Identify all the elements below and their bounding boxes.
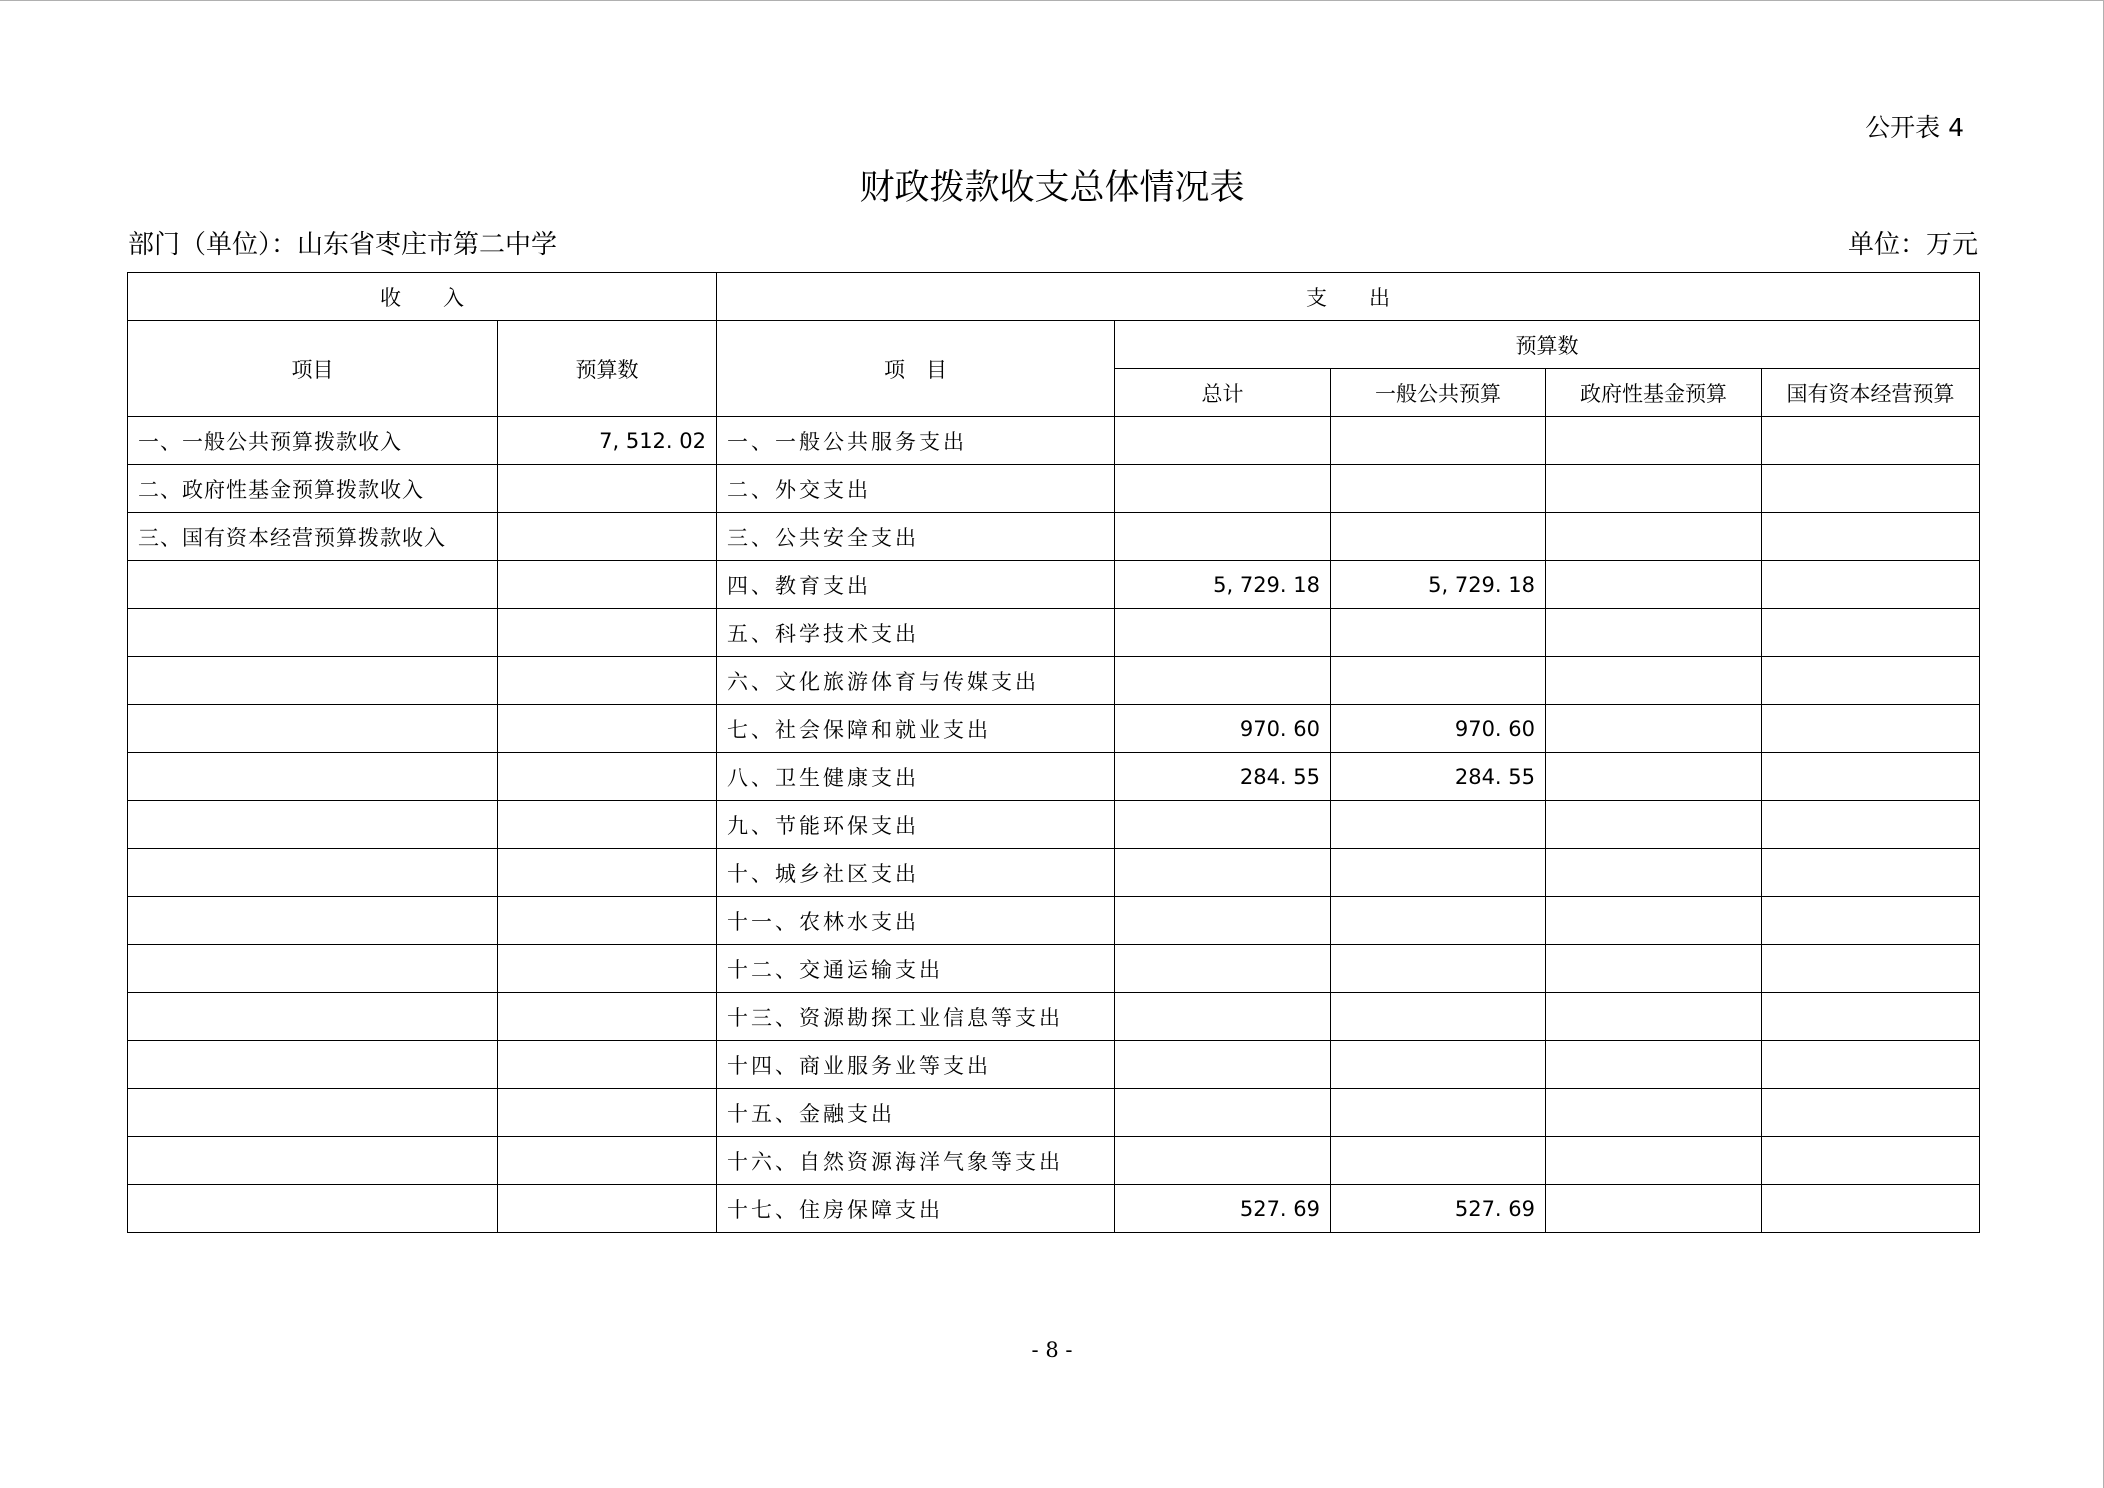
income-item-cell	[128, 657, 498, 705]
gov-fund-header: 政府性基金预算	[1546, 369, 1762, 417]
general-public-cell	[1331, 513, 1546, 561]
total-cell: 970. 60	[1115, 705, 1331, 753]
income-item-cell	[128, 1089, 498, 1137]
general-public-cell	[1331, 993, 1546, 1041]
table-row	[128, 1041, 1980, 1089]
income-budget-cell	[498, 849, 717, 897]
expense-item-cell: 三、公共安全支出	[717, 513, 1115, 561]
income-item-cell	[128, 897, 498, 945]
income-item-cell	[128, 561, 498, 609]
income-item-cell	[128, 705, 498, 753]
table-row	[128, 753, 1980, 801]
income-budget-cell	[498, 1041, 717, 1089]
total-header: 总计	[1115, 369, 1331, 417]
expense-item-cell: 十四、商业服务业等支出	[717, 1041, 1115, 1089]
state-capital-header: 国有资本经营预算	[1762, 369, 1980, 417]
income-header: 收 入	[128, 273, 717, 321]
table-row	[128, 801, 1980, 849]
state-capital-cell	[1762, 657, 1980, 705]
general-public-cell	[1331, 897, 1546, 945]
table-row	[128, 561, 1980, 609]
expense-item-cell: 四、教育支出	[717, 561, 1115, 609]
table-row	[128, 945, 1980, 993]
gov-fund-cell	[1546, 513, 1762, 561]
income-item-cell: 二、政府性基金预算拨款收入	[128, 465, 498, 513]
income-budget-cell	[498, 1089, 717, 1137]
total-cell	[1115, 1041, 1331, 1089]
state-capital-cell	[1762, 1089, 1980, 1137]
gov-fund-cell	[1546, 897, 1762, 945]
income-item-cell	[128, 849, 498, 897]
expense-header: 支 出	[717, 273, 1980, 321]
total-cell	[1115, 417, 1331, 465]
income-budget-cell	[498, 609, 717, 657]
gov-fund-cell	[1546, 561, 1762, 609]
income-budget-cell	[498, 993, 717, 1041]
expense-item-cell: 五、科学技术支出	[717, 609, 1115, 657]
gov-fund-cell	[1546, 1089, 1762, 1137]
department-label: 部门（单位）：山东省枣庄市第二中学	[128, 230, 558, 260]
general-public-cell	[1331, 657, 1546, 705]
general-public-cell	[1331, 465, 1546, 513]
gov-fund-cell	[1546, 993, 1762, 1041]
state-capital-cell	[1762, 417, 1980, 465]
state-capital-cell	[1762, 561, 1980, 609]
expense-item-cell: 八、卫生健康支出	[717, 753, 1115, 801]
state-capital-cell	[1762, 897, 1980, 945]
total-cell	[1115, 849, 1331, 897]
total-cell: 284. 55	[1115, 753, 1331, 801]
gov-fund-cell	[1546, 657, 1762, 705]
state-capital-cell	[1762, 609, 1980, 657]
budget-table	[127, 272, 1980, 1233]
page-title: 财政拨款收支总体情况表	[859, 168, 1245, 208]
income-item-cell	[128, 753, 498, 801]
state-capital-cell	[1762, 1185, 1980, 1233]
total-cell	[1115, 513, 1331, 561]
gov-fund-cell	[1546, 801, 1762, 849]
table-row	[128, 1185, 1980, 1233]
income-budget-cell	[498, 705, 717, 753]
expense-budget-header: 预算数	[1115, 321, 1980, 369]
table-row	[128, 609, 1980, 657]
state-capital-cell	[1762, 1041, 1980, 1089]
header-row-2	[128, 321, 1980, 369]
gov-fund-cell	[1546, 849, 1762, 897]
gov-fund-cell	[1546, 753, 1762, 801]
income-item-cell	[128, 1041, 498, 1089]
income-budget-cell	[498, 1185, 717, 1233]
table-row	[128, 1089, 1980, 1137]
page-border-top	[0, 0, 2104, 1]
state-capital-cell	[1762, 753, 1980, 801]
state-capital-cell	[1762, 1137, 1980, 1185]
unit-label: 单位：万元	[1847, 230, 1978, 260]
total-cell	[1115, 945, 1331, 993]
income-budget-cell	[498, 465, 717, 513]
expense-item-cell: 十一、农林水支出	[717, 897, 1115, 945]
total-cell: 527. 69	[1115, 1185, 1331, 1233]
general-public-cell: 284. 55	[1331, 753, 1546, 801]
total-cell: 5, 729. 18	[1115, 561, 1331, 609]
general-public-cell: 970. 60	[1331, 705, 1546, 753]
table-row	[128, 465, 1980, 513]
income-budget-cell	[498, 513, 717, 561]
table-row	[128, 705, 1980, 753]
general-public-cell: 5, 729. 18	[1331, 561, 1546, 609]
total-cell	[1115, 609, 1331, 657]
page-number: - 8 -	[1031, 1338, 1073, 1362]
expense-item-cell: 九、节能环保支出	[717, 801, 1115, 849]
state-capital-cell	[1762, 705, 1980, 753]
income-item-cell	[128, 1137, 498, 1185]
income-budget-cell	[498, 753, 717, 801]
expense-item-cell: 十五、金融支出	[717, 1089, 1115, 1137]
income-budget-cell	[498, 1137, 717, 1185]
gov-fund-cell	[1546, 417, 1762, 465]
gov-fund-cell	[1546, 465, 1762, 513]
total-cell	[1115, 465, 1331, 513]
gov-fund-cell	[1546, 1137, 1762, 1185]
expense-item-cell: 七、社会保障和就业支出	[717, 705, 1115, 753]
total-cell	[1115, 1137, 1331, 1185]
income-item-cell	[128, 609, 498, 657]
general-public-cell	[1331, 945, 1546, 993]
table-row	[128, 657, 1980, 705]
table-row	[128, 897, 1980, 945]
general-public-cell	[1331, 801, 1546, 849]
expense-item-cell: 十七、住房保障支出	[717, 1185, 1115, 1233]
income-budget-cell	[498, 945, 717, 993]
header-row-1	[128, 273, 1980, 321]
income-budget-cell	[498, 561, 717, 609]
gov-fund-cell	[1546, 705, 1762, 753]
income-item-cell	[128, 801, 498, 849]
expense-item-cell: 二、外交支出	[717, 465, 1115, 513]
state-capital-cell	[1762, 945, 1980, 993]
general-public-cell: 527. 69	[1331, 1185, 1546, 1233]
expense-item-cell: 十三、资源勘探工业信息等支出	[717, 993, 1115, 1041]
general-public-header: 一般公共预算	[1331, 369, 1546, 417]
income-item-cell: 一、一般公共预算拨款收入	[128, 417, 498, 465]
table-row	[128, 513, 1980, 561]
income-item-cell	[128, 945, 498, 993]
income-budget-cell	[498, 801, 717, 849]
expense-item-cell: 十二、交通运输支出	[717, 945, 1115, 993]
gov-fund-cell	[1546, 945, 1762, 993]
expense-item-cell: 一、一般公共服务支出	[717, 417, 1115, 465]
income-item-cell	[128, 1185, 498, 1233]
general-public-cell	[1331, 609, 1546, 657]
table-row	[128, 417, 1980, 465]
table-row	[128, 849, 1980, 897]
general-public-cell	[1331, 1137, 1546, 1185]
gov-fund-cell	[1546, 609, 1762, 657]
expense-item-cell: 六、文化旅游体育与传媒支出	[717, 657, 1115, 705]
income-budget-cell: 7, 512. 02	[498, 417, 717, 465]
total-cell	[1115, 897, 1331, 945]
income-budget-cell	[498, 897, 717, 945]
gov-fund-cell	[1546, 1185, 1762, 1233]
income-budget-header: 预算数	[498, 321, 717, 417]
total-cell	[1115, 801, 1331, 849]
income-item-cell: 三、国有资本经营预算拨款收入	[128, 513, 498, 561]
gov-fund-cell	[1546, 1041, 1762, 1089]
state-capital-cell	[1762, 849, 1980, 897]
total-cell	[1115, 993, 1331, 1041]
general-public-cell	[1331, 849, 1546, 897]
state-capital-cell	[1762, 801, 1980, 849]
table-row	[128, 1137, 1980, 1185]
total-cell	[1115, 657, 1331, 705]
income-budget-cell	[498, 657, 717, 705]
expense-item-cell: 十六、自然资源海洋气象等支出	[717, 1137, 1115, 1185]
expense-item-cell: 十、城乡社区支出	[717, 849, 1115, 897]
state-capital-cell	[1762, 513, 1980, 561]
form-label: 公开表 4	[1865, 113, 1964, 142]
income-item-header: 项目	[128, 321, 498, 417]
state-capital-cell	[1762, 993, 1980, 1041]
general-public-cell	[1331, 1041, 1546, 1089]
income-item-cell	[128, 993, 498, 1041]
total-cell	[1115, 1089, 1331, 1137]
table-row	[128, 993, 1980, 1041]
general-public-cell	[1331, 1089, 1546, 1137]
expense-item-header: 项 目	[717, 321, 1115, 417]
state-capital-cell	[1762, 465, 1980, 513]
general-public-cell	[1331, 417, 1546, 465]
